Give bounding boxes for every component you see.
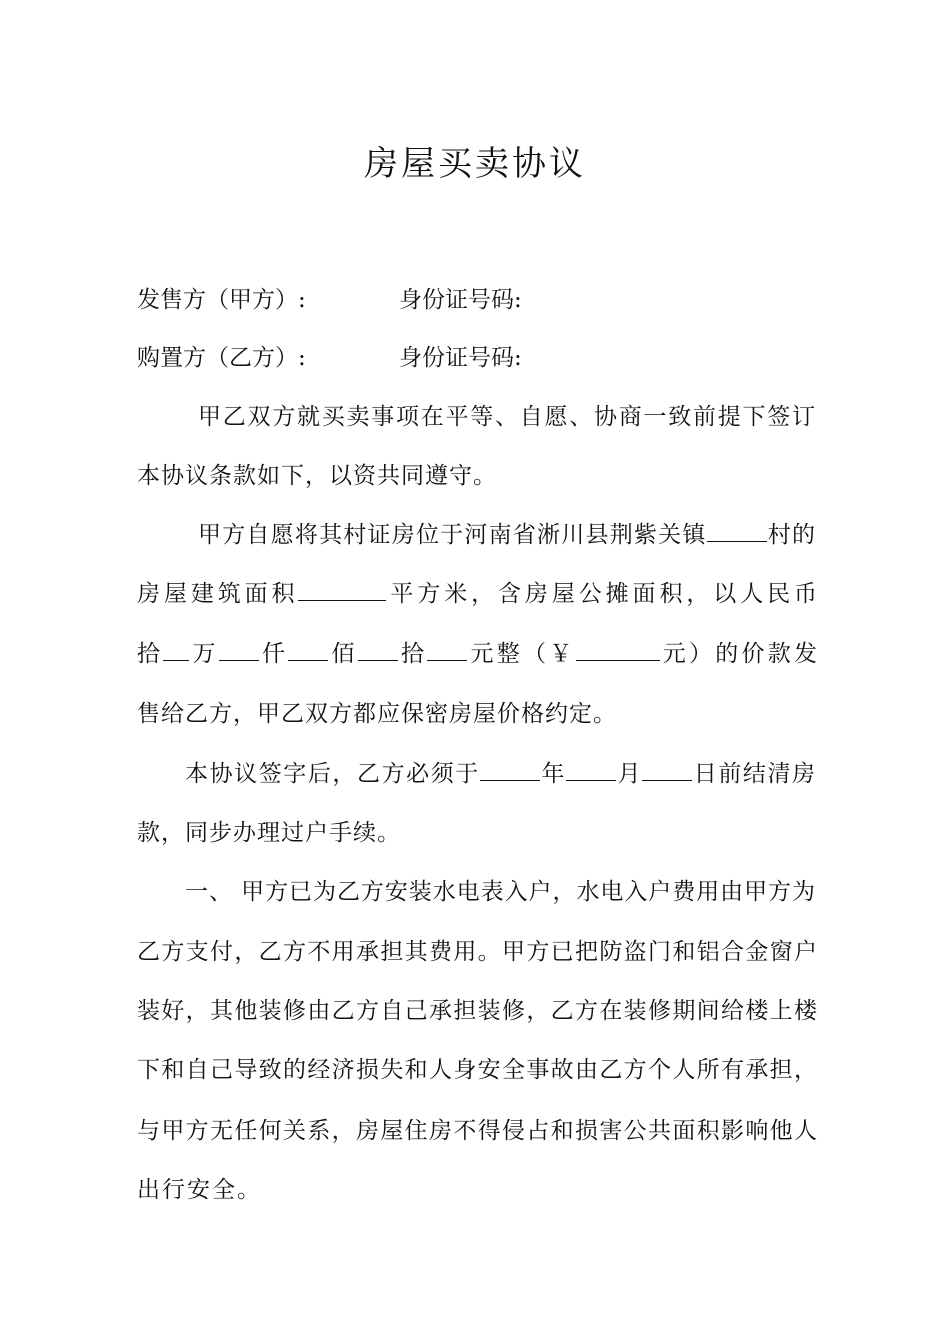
para2-text: 甲方自愿将其村证房位于河南省淅川县荆紫关镇	[198, 522, 707, 548]
para3-line2: 款，同步办理过户手续。	[137, 820, 401, 846]
para4-line3: 装好，其他装修由乙方自己承担装修，乙方在装修期间给楼上楼	[137, 998, 817, 1024]
price-qian: 仟	[258, 641, 289, 667]
document-title: 房屋买卖协议	[364, 144, 586, 184]
area-label: 房屋建筑面积	[137, 581, 299, 607]
deadline-text: 本协议签字后，乙方必须于	[185, 761, 480, 787]
para3-line1	[185, 754, 815, 794]
buyer-id-label: 身份证号码:	[399, 345, 522, 371]
para4-line4: 下和自己导致的经济损失和人身安全事故由乙方个人所有承担，	[137, 1057, 817, 1083]
year-blank	[480, 754, 540, 781]
seller-label: 发售方（甲方）:	[137, 287, 306, 313]
para1-line2: 本协议条款如下，以资共同遵守。	[137, 463, 497, 489]
price-blank-2	[219, 634, 259, 661]
para2-line1	[198, 515, 815, 555]
area-blank	[298, 574, 386, 601]
price-end-text: 元）的价款发	[659, 641, 817, 667]
seller-id-label: 身份证号码:	[399, 287, 522, 313]
area-unit-text: 平方米，含房屋公摊面积，以人民币	[386, 581, 818, 607]
price-yuan-zheng: 元整（￥	[467, 641, 576, 667]
village-blank	[707, 515, 767, 542]
para2-line3	[137, 634, 817, 674]
para2-line4: 售给乙方，甲乙双方都应保密房屋价格约定。	[137, 701, 617, 727]
seller-line	[137, 280, 817, 320]
para1-line1: 甲乙双方就买卖事项在平等、自愿、协商一致前提下签订	[198, 404, 815, 430]
price-shiwan: 拾	[137, 641, 164, 667]
price-blank-3	[288, 634, 328, 661]
year-label: 年	[539, 761, 567, 787]
price-blank-1	[163, 634, 189, 661]
month-label: 月	[616, 761, 643, 787]
buyer-line	[137, 338, 817, 378]
deadline-end-text: 日前结清房	[692, 761, 816, 787]
para4-line1: 一、 甲方已为乙方安装水电表入户，水电入户费用由甲方为	[185, 879, 815, 905]
month-blank	[566, 754, 616, 781]
price-number-blank	[576, 634, 660, 661]
buyer-label: 购置方（乙方）:	[137, 345, 306, 371]
para4-line6: 出行安全。	[137, 1177, 262, 1203]
price-blank-4	[358, 634, 398, 661]
day-blank	[642, 754, 692, 781]
para2-text-end: 村的	[766, 522, 816, 548]
price-bai: 佰	[328, 641, 358, 667]
price-shi: 拾	[397, 641, 428, 667]
para2-line2	[137, 574, 817, 614]
price-wan: 万	[189, 641, 219, 667]
price-blank-5	[427, 634, 467, 661]
para4-line5: 与甲方无任何关系，房屋住房不得侵占和损害公共面积影响他人	[137, 1118, 817, 1144]
para4-line2: 乙方支付，乙方不用承担其费用。甲方已把防盗门和铝合金窗户	[137, 939, 817, 965]
